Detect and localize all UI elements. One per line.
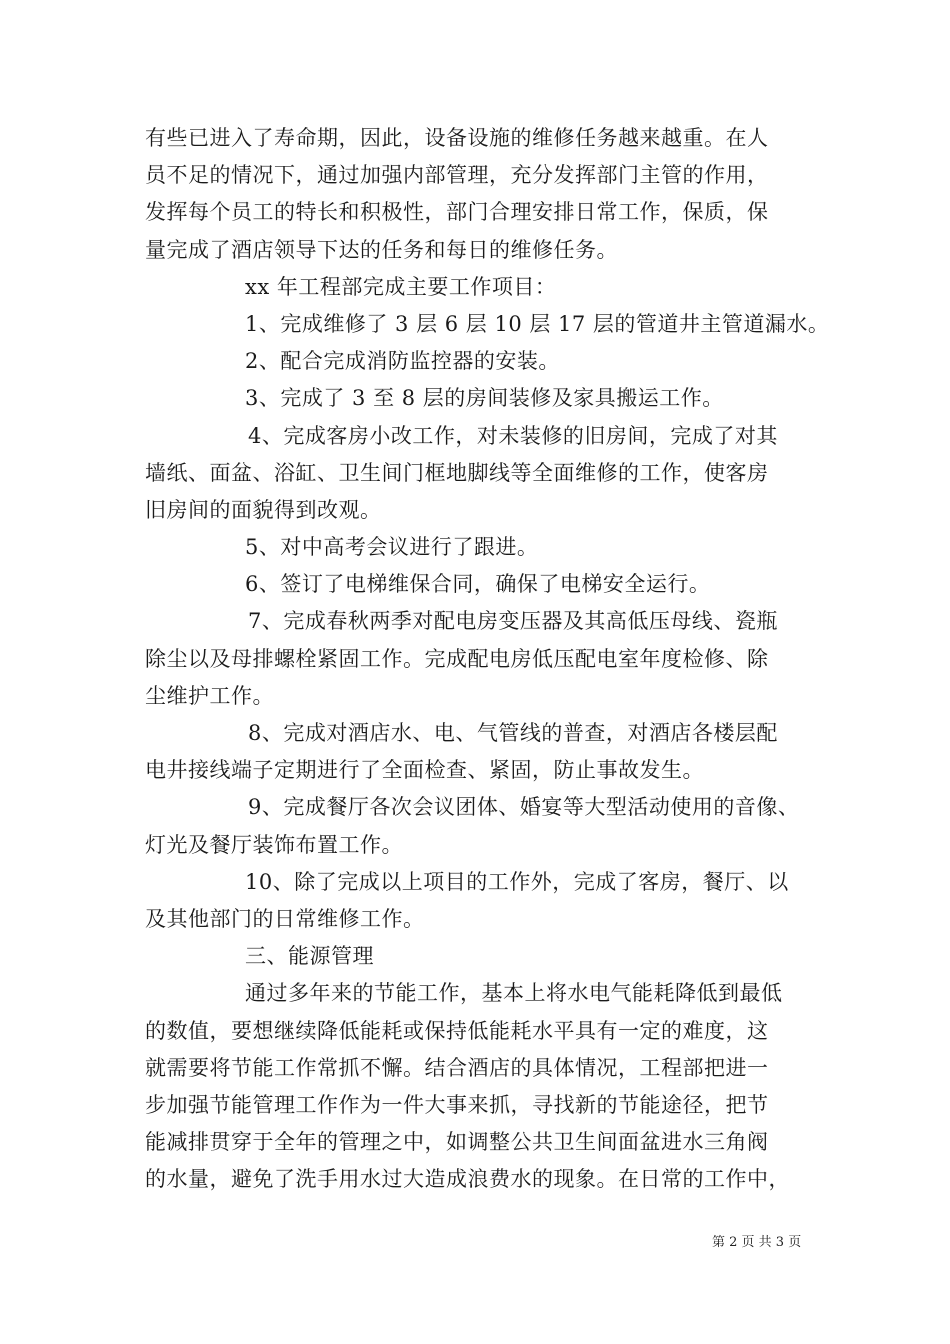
list-item: 10、除了完成以上项目的工作外，完成了客房，餐厅、以 xyxy=(245,869,789,894)
text-line: 及其他部门的日常维修工作。 xyxy=(145,906,425,931)
text-line: 旧房间的面貌得到改观。 xyxy=(145,497,382,522)
page-number: 第 2 页 共 3 页 xyxy=(712,1235,802,1250)
text-line: 电井接线端子定期进行了全面检查、紧固，防止事故发生。 xyxy=(145,758,704,783)
text-line: 的数值，要想继续降低能耗或保持低能耗水平具有一定的难度，这 xyxy=(145,1018,769,1043)
text-line: 员不足的情况下，通过加强内部管理，充分发挥部门主管的作用， xyxy=(145,163,769,188)
list-item: 8、完成对酒店水、电、气管线的普查，对酒店各楼层配 xyxy=(248,721,778,745)
text-line: 发挥每个员工的特长和积极性，部门合理安排日常工作，保质，保 xyxy=(145,200,769,225)
text-line: 灯光及餐厅装饰布置工作。 xyxy=(145,832,403,857)
text-line: 步加强节能管理工作作为一件大事来抓，寻找新的节能途径，把节 xyxy=(145,1092,769,1117)
list-item: 5、对中高考会议进行了跟进。 xyxy=(245,535,539,560)
text-line: 能减排贯穿于全年的管理之中，如调整公共卫生间面盆进水三角阀 xyxy=(145,1130,769,1155)
text-line: 除尘以及母排螺栓紧固工作。完成配电房低压配电室年度检修、除 xyxy=(145,646,769,671)
text-line: 就需要将节能工作常抓不懈。结合酒店的具体情况，工程部把进一 xyxy=(145,1055,769,1080)
list-item: 9、完成餐厅各次会议团体、婚宴等大型活动使用的音像、 xyxy=(248,795,800,820)
list-item: 3、完成了 3 至 8 层的房间装修及家具搬运工作。 xyxy=(245,386,724,411)
text-line: 量完成了酒店领导下达的任务和每日的维修任务。 xyxy=(145,237,618,262)
list-item: 6、签订了电梯维保合同，确保了电梯安全运行。 xyxy=(245,572,711,597)
text-line: 尘维护工作。 xyxy=(145,683,274,708)
section-heading: xx 年工程部完成主要工作项目： xyxy=(245,274,557,299)
list-item: 1、完成维修了 3 层 6 层 10 层 17 层的管道井主管道漏水。 xyxy=(245,311,830,336)
list-item: 4、完成客房小改工作，对未装修的旧房间，完成了对其 xyxy=(248,423,778,448)
list-item: 2、配合完成消防监控器的安装。 xyxy=(245,349,560,374)
text-line: 墙纸、面盆、浴缸、卫生间门框地脚线等全面维修的工作，使客房 xyxy=(145,460,769,485)
text-line: 有些已进入了寿命期，因此，设备设施的维修任务越来越重。在人 xyxy=(145,126,769,150)
paragraph-start: 通过多年来的节能工作，基本上将水电气能耗降低到最低 xyxy=(245,981,783,1006)
text-line: 的水量，避免了洗手用水过大造成浪费水的现象。在日常的工作中， xyxy=(145,1167,790,1192)
list-item: 7、完成春秋两季对配电房变压器及其高低压母线、瓷瓶 xyxy=(248,609,778,634)
section-heading: 三、能源管理 xyxy=(245,944,374,969)
document-body xyxy=(145,120,830,1198)
